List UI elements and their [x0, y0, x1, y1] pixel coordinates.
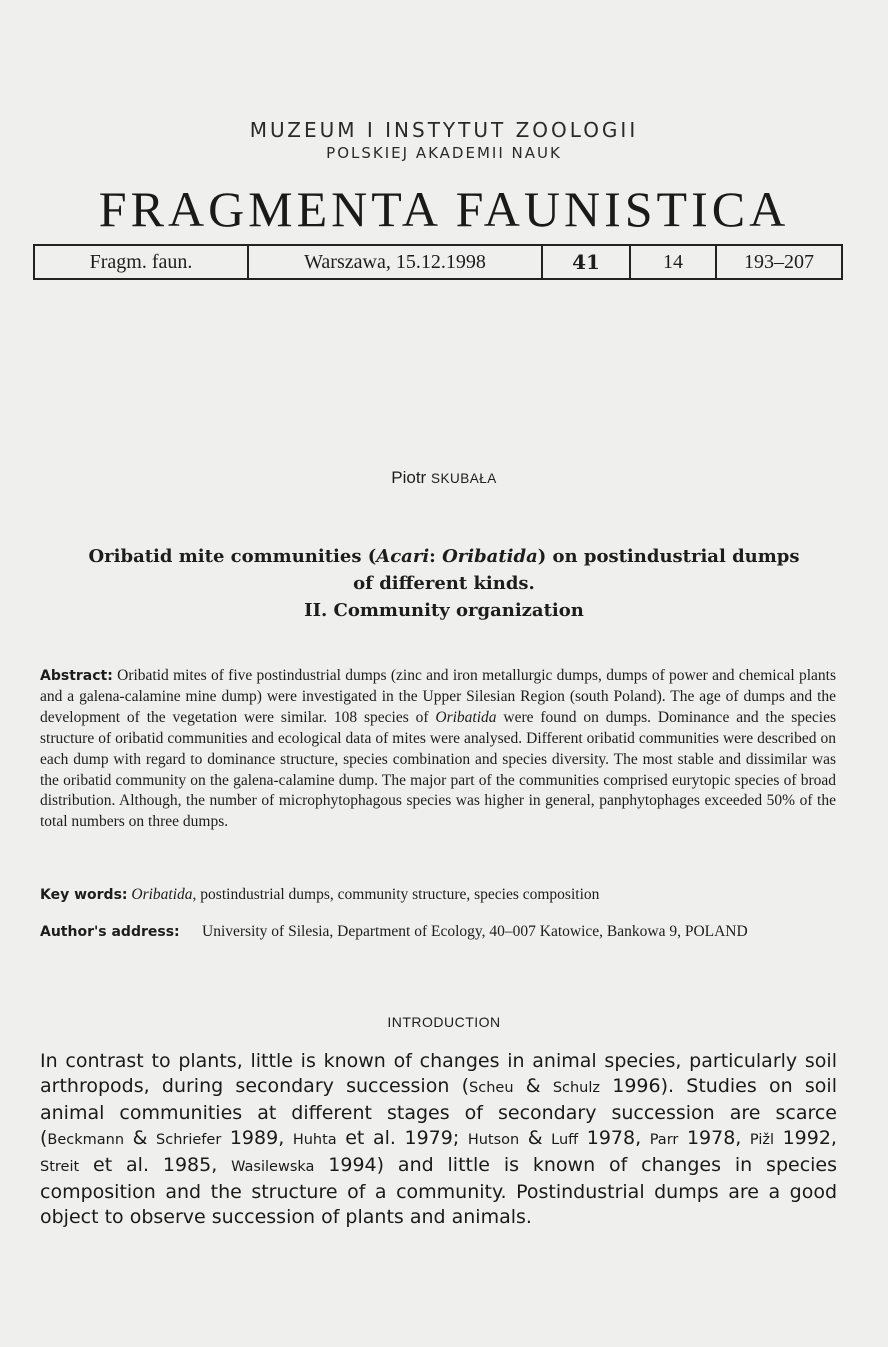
issue-number: 14 — [630, 245, 716, 279]
title-taxon-oribatida: Oribatida — [442, 546, 538, 567]
author-name — [0, 468, 888, 488]
citation-author: Wasilewska — [231, 1159, 315, 1175]
paper-title — [40, 543, 848, 624]
introduction-paragraph: In contrast to plants, little is known of changes in animal species, particularly soil arthropods, during secondary succession (Scheu & Schulz 1996). Studies on soil animal communities at different stages of secondary succession are scarce (Beckmann & Schriefer 1989, Huhta et al. 1979; Hutson & Luff 1978, Parr 1978, Pižl 1992, Streit et al. 1985, Wasilewska 1994) and little is known of changes in species composition and the structure of a community. Postindustrial dumps are a good object to observe succession of plants and animals. — [40, 1050, 838, 1228]
journal-abbreviation: Fragm. faun. — [34, 245, 248, 279]
institution-subname: POLSKIEJ AKADEMII NAUK — [326, 144, 562, 162]
abstract-text-1: Oribatid mites of five postindustrial dumps (zinc and iron metallurgic dumps, dumps of power and chemical plants and a galena-calamine mine dump) were investigated in the Upper Silesian Region (south Poland). The age of dumps and the development of the vegetation were similar. 108 species of — [40, 667, 836, 726]
keywords-taxon: Oribatida — [131, 886, 193, 903]
title-line-3: II. Community organization — [304, 600, 584, 621]
address-label: Author's address: — [40, 924, 180, 940]
journal-title: FRAGMENTA FAUNISTICA — [98, 181, 790, 237]
citation-author: Beckmann — [47, 1132, 125, 1148]
section-heading-introduction: INTRODUCTION — [387, 1014, 501, 1030]
keywords-label: Key words: — [40, 887, 128, 903]
citation-author: Pižl — [749, 1132, 774, 1148]
title-taxon-acari: Acari — [376, 546, 430, 567]
citation-author: Schulz — [552, 1080, 601, 1096]
citation-author: Luff — [551, 1132, 579, 1148]
keywords-text: , postindustrial dumps, community structure, species composition — [192, 886, 600, 903]
citation-author: Schriefer — [156, 1132, 222, 1148]
volume-number: 41 — [542, 245, 630, 279]
abstract-label: Abstract: — [40, 668, 113, 684]
title-line-2: of different kinds. — [353, 573, 535, 594]
citation-author: Parr — [649, 1132, 679, 1148]
abstract — [40, 666, 836, 833]
author-address — [40, 921, 836, 943]
citation-author: Streit — [40, 1159, 80, 1175]
title-line-1: Oribatid mite communities (Acari: Oribatida) on postindustrial dumps — [88, 546, 800, 567]
author-first-name: Piotr — [391, 468, 427, 487]
abstract-text-2: were found on dumps. Dominance and the species structure of oribatid communities and ecological data of mites were analysed. Different oribatid communities were described on each dump with regard to dominance structure, species combination and species diversity. The most stable and dissimilar was the oribatid community on the galena-calamine dump. The major part of the communities comprised eurytopic species of broad distribution. Although, the number of microphytophagous species was higher in general, panphytophages exceeded 50% of the total numbers on three dumps. — [40, 708, 836, 831]
abstract-taxon: Oribatida — [435, 708, 497, 726]
citation-author: Hutson — [467, 1132, 520, 1148]
keywords — [40, 886, 836, 904]
page-range: 193–207 — [716, 245, 842, 279]
citation-table — [33, 244, 843, 280]
citation-author: Huhta — [292, 1132, 337, 1148]
address-text: University of Silesia, Department of Ecology, 40–007 Katowice, Bankowa 9, POLAND — [202, 923, 748, 940]
author-last-name: SKUBAŁA — [430, 471, 497, 486]
place-date: Warszawa, 15.12.1998 — [248, 245, 542, 279]
institution-name: MUZEUM I INSTYTUT ZOOLOGII — [249, 118, 639, 142]
citation-author: Scheu — [469, 1080, 514, 1096]
